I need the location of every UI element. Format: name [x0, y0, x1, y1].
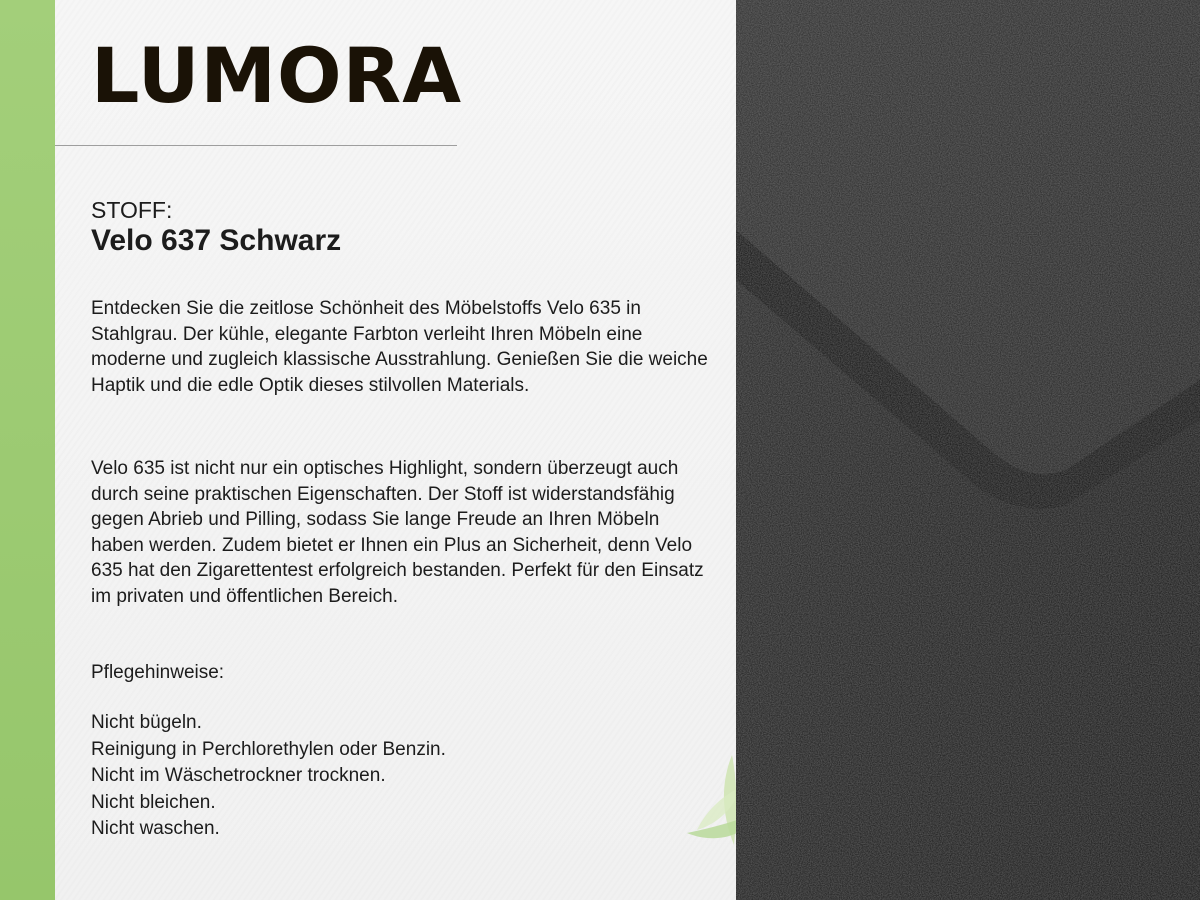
description-paragraph-2: Velo 635 ist nicht nur ein optisches Highlight, sondern überzeugt auch durch seine praktischen Eigenschaften. Der Stoff ist widerstandsfähig gegen Abrieb und Pilling, sodass Sie lange Freude an Ihren Möbeln haben werden. Zudem bietet er Ihnen ein Plus an Sicherheit, denn Velo 635 hat den Zigarettentest erfolgreich bestanden. Perfekt für den Einsatz im privaten und öffentlichen Bereich. [91, 458, 704, 607]
divider [55, 145, 457, 146]
info-panel [55, 0, 736, 900]
green-accent-stripe [0, 0, 55, 900]
care-heading: Pflegehinweise: [91, 662, 225, 683]
description-paragraph-1: Entdecken Sie die zeitlose Schönheit des Möbelstoffs Velo 635 in Stahlgrau. Der kühle, elegante Farbton verleiht Ihren Möbeln eine moderne und zugleich klassische Ausstrahlung. Genießen Sie die weiche Haptik und die edle Optik dieses stilvollen Materials. [91, 298, 708, 396]
care-item: Nicht waschen. [91, 818, 220, 839]
leaf-icon [682, 745, 737, 855]
fabric-swatch-image [736, 0, 1200, 900]
fabric-texture [736, 0, 1200, 900]
brand-logo: LUMORA [91, 31, 463, 120]
fabric-name: Velo 637 Schwarz [91, 224, 342, 257]
care-item: Nicht bügeln. [91, 712, 202, 733]
care-item: Reinigung in Perchlorethylen oder Benzin. [91, 738, 446, 760]
care-item: Nicht im Wäschetrockner trocknen. [91, 765, 386, 786]
care-list [91, 710, 446, 843]
fabric-label: STOFF: [91, 197, 173, 223]
care-item: Nicht bleichen. [91, 791, 216, 813]
